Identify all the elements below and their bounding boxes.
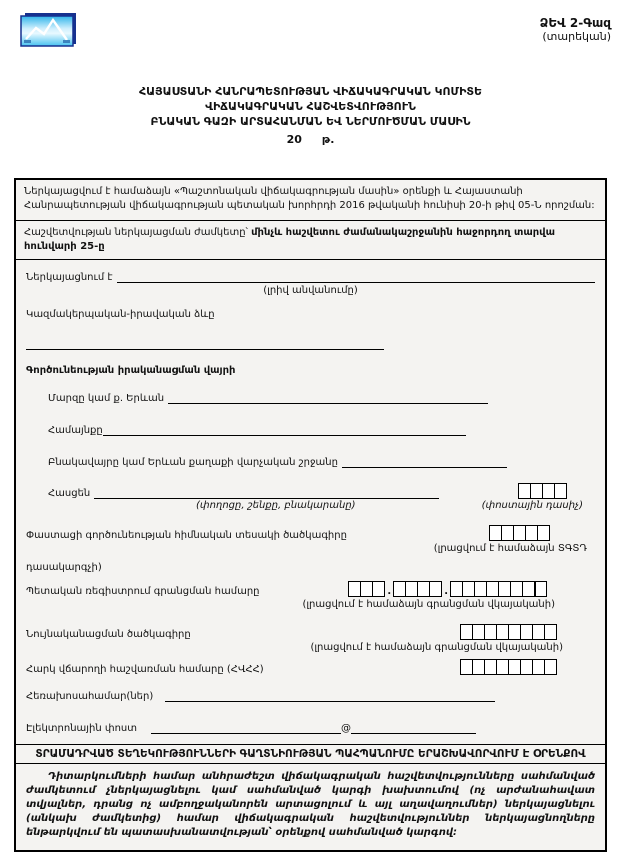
- deadline-label: Հաշվետվության ներկայացման ժամկետը՝: [24, 227, 248, 238]
- legal-form-input[interactable]: [26, 337, 384, 350]
- deadline-value: մինչև հաշվետու ժամանակաշրջանին հաջորդող տարվա հունվարի 25-ը: [24, 227, 555, 252]
- tin-label: Հարկ վճարողի հաշվառման համարը (ՀՎՀՀ): [26, 664, 264, 675]
- id-code-row: [26, 624, 595, 640]
- code-cell[interactable]: [534, 581, 547, 597]
- postal-code-boxes[interactable]: [518, 483, 567, 499]
- address-label: Հասցեն: [48, 488, 91, 499]
- presented-by-row: [26, 270, 595, 283]
- form-code-block: [540, 16, 611, 43]
- register-hint: (լրացվում է համաձայն գրանցման վկայականի): [302, 599, 555, 610]
- year-suffix: թ.: [321, 133, 335, 146]
- register-boxes-group2[interactable]: [393, 581, 442, 597]
- form-code: ՁԵՎ 2-Գազ: [539, 16, 611, 30]
- email-label: Էլեկտրոնային փոստ: [26, 723, 138, 734]
- id-code-hint: (լրացվում է համաձայն գրանցման վկայականի): [310, 642, 563, 653]
- email-row: [26, 721, 595, 734]
- settlement-row: [26, 455, 595, 468]
- year-line: [0, 132, 621, 147]
- presented-by-label: Ներկայացնում է: [26, 272, 113, 283]
- region-row: [26, 391, 595, 404]
- title-report: ՎԻՃԱԿԱԳՐԱԿԱՆ ՀԱՇՎԵՏՎՈՒԹՅՈՒՆ: [205, 100, 416, 113]
- liability-text: Դիտարկումների համար անհրաժեշտ վիճակագրական հաշվետվությունները սահմանված ժամկետում չներկայացնելու կամ սահմանված կարգի խախտումով (ոչ արժանահավատ տվյալներ, դրանց ոչ ամբողջականորեն արտացոլում և այլ աղավաղումներ) ներկայացնելու (անկախ ժամկետից) համար վիճակագրական հաշվետվություններ ներկայացնողները ենթարկվում են պատասխանատվության՝ օրենքով սահմանված կարգով:: [26, 771, 595, 838]
- id-code-label: Նույնականացման ծածկագիրը: [26, 629, 191, 640]
- region-label: Մարզը կամ ք. Երևան: [48, 393, 165, 404]
- community-input[interactable]: [103, 423, 466, 436]
- title-committee: ՀԱՅԱՍՏԱՆԻ ՀԱՆՐԱՊԵՏՈՒԹՅԱՆ ՎԻՃԱԿԱԳՐԱԿԱՆ ԿՈՄԻՏԵ: [138, 85, 483, 98]
- confidentiality-banner: ՏՐԱՄԱԴՐՎԱԾ ՏԵՂԵԿՈՒԹՅՈՒՆՆԵՐԻ ԳԱՂՏՆԻՈՒԹՅԱՆ ՊԱՀՊԱՆՈՒՄԸ ԵՐԱՇԽԱՎՈՐՎՈՒՄ Է ՕՐԵՆՔՈՎ: [16, 744, 605, 764]
- activity-code-hint-1: (լրացվում է համաձայն ՏԳՏԴ: [433, 543, 587, 554]
- email-at-sign: @: [341, 723, 352, 734]
- address-hint: (փողոցը, շենքը, բնակարանը): [196, 500, 356, 511]
- deadline-section: [16, 221, 605, 260]
- settlement-label: Բնակավայրը կամ Երևան քաղաքի վարչական շրջանը: [48, 457, 338, 468]
- legal-form-row: [26, 337, 595, 353]
- presented-by-input[interactable]: [117, 270, 595, 283]
- register-number-row: [26, 581, 595, 597]
- year-prefix: 20: [286, 133, 302, 146]
- register-dot-1: .: [387, 586, 392, 597]
- email-domain-input[interactable]: [351, 721, 476, 734]
- code-cell[interactable]: [372, 581, 385, 597]
- page-header: [0, 0, 621, 178]
- settlement-input[interactable]: [342, 455, 507, 468]
- phone-row: [26, 689, 595, 702]
- statistics-committee-logo-icon: [20, 12, 78, 50]
- code-cell[interactable]: [554, 483, 567, 499]
- address-hints-row: [26, 500, 595, 511]
- form-box: [14, 178, 607, 852]
- activity-code-boxes[interactable]: [489, 525, 550, 541]
- community-label: Համայնքը: [48, 425, 103, 436]
- activity-code-hint-2: դասակարգչի): [26, 562, 102, 573]
- id-code-boxes[interactable]: [460, 624, 557, 640]
- activity-code-label: Փաստացի գործունեության հիմնական տեսակի ծածկագիրը: [26, 530, 347, 541]
- activity-code-row: [26, 525, 595, 541]
- form-fields: [16, 260, 605, 744]
- register-boxes-group3[interactable]: [450, 581, 547, 597]
- postal-hint: (փոստային դասիչ): [481, 500, 583, 511]
- register-number-label: Պետական ռեգիստրում գրանցման համարը: [26, 586, 260, 597]
- email-local-input[interactable]: [151, 721, 341, 734]
- legal-basis-text: Ներկայացվում է համաձայն «Պաշտոնական վիճակագրության մասին» օրենքի և Հայաստանի Հանրապետության վիճակագրության պետական խորհրդի 2016 թվականի հունիսի 20-ի թիվ 05-Ն որոշման:: [24, 186, 595, 211]
- legal-basis-section: [16, 180, 605, 221]
- phone-label: Հեռախոսահամար(ներ): [26, 691, 154, 702]
- tin-boxes[interactable]: [460, 659, 557, 675]
- code-cell[interactable]: [544, 624, 557, 640]
- code-cell[interactable]: [544, 659, 557, 675]
- liability-section: [16, 764, 605, 850]
- title-subject: ԲՆԱԿԱՆ ԳԱԶԻ ԱՐՏԱՀԱՆՄԱՆ ԵՎ ՆԵՐՄՈՒԾՄԱՆ ՄԱՍԻՆ: [150, 115, 471, 128]
- code-cell[interactable]: [429, 581, 442, 597]
- region-input[interactable]: [168, 391, 488, 404]
- legal-form-label: Կազմակերպական-իրավական ձևը: [26, 309, 215, 320]
- community-row: [26, 423, 595, 436]
- address-row: [26, 483, 595, 499]
- form-periodicity: (տարեկան): [542, 30, 611, 43]
- tin-row: [26, 659, 595, 675]
- form-title-block: [0, 84, 621, 147]
- phone-input[interactable]: [165, 689, 495, 702]
- register-dot-2: .: [444, 586, 448, 597]
- address-input[interactable]: [94, 486, 439, 499]
- activity-location-heading: Գործունեության իրականացման վայրի: [26, 365, 236, 376]
- code-cell[interactable]: [537, 525, 550, 541]
- register-boxes-group1[interactable]: [348, 581, 385, 597]
- full-name-hint: (լրիվ անվանումը): [263, 285, 358, 296]
